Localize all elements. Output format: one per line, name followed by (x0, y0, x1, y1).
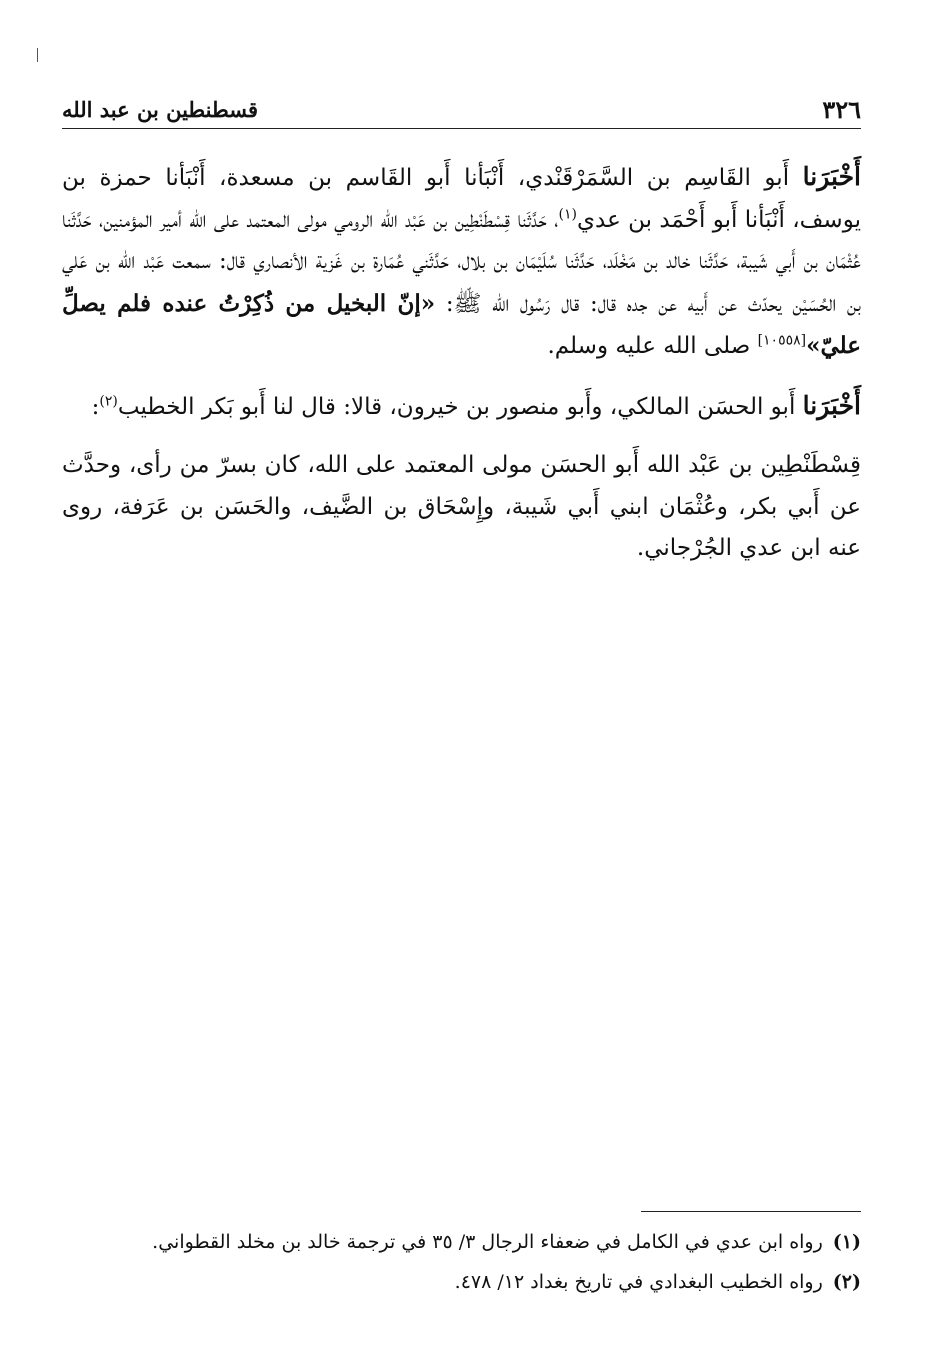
footnote-1 (62, 1222, 861, 1262)
paragraph-hadith (62, 156, 861, 368)
footnote-number: (٢) (832, 1271, 861, 1293)
hadith-quote: «إنّ البخيل من ذُكِرْتُ عنده فلم يصلِّ عليّ» (62, 289, 861, 359)
keyword-akhbarana: أَخْبَرَنا (802, 162, 861, 191)
footnote-ref-1: (١) (558, 205, 578, 222)
text-segment: أَبو القَاسِم بن السَّمَرْقَنْدي، أَنْبَأنا أَبو القَاسم بن مسعدة، أَنْبَأنا حمزة بن يوسف، أَنْبَأنا أَبو أَحْمَد بن عدي (62, 165, 861, 233)
footnote-2 (62, 1262, 861, 1302)
main-text (62, 156, 861, 587)
running-title: قسطنطين بن عبد الله (62, 97, 258, 122)
footnote-text: رواه الخطيب البغدادي في تاريخ بغداد ١٢/ ٤٧٨. (454, 1271, 823, 1293)
keyword-akhbarana: أَخْبَرَنا (802, 390, 861, 420)
text-segment: : (91, 393, 100, 420)
paragraph-biography: قِسْطَنْطِين بن عَبْد الله أَبو الحسَن مولى المعتمد على الله، كان بسرّ من رأى، وحدَّث عن أَبي بكر، وعُثْمَان ابني أَبي شَيبة، وإِسْحَاق بن الضَّيف، والحَسَن بن عَرَفة، روى عنه ابن عدي الجُرْجاني. (62, 452, 861, 561)
footnote-number: (١) (832, 1231, 861, 1253)
margin-mark (37, 48, 38, 62)
text-segment: صلى الله عليه وسلم. (547, 333, 758, 359)
text-segment: ، حَدَّثَنا قِسْطَنْطِين بن عَبْد الله الرومي مولى المعتمد على الله أمير المؤمنين، حَدَّثَنا عُثْمَان بن أَبي شَيبة، حَدَّثَنا خالد بن مَخْلَد، حَدَّثَنا سُلَيْمَان بن بلال، حَدَّثَني عُمَارة بن غَزية الأنصاري قال: سمعت عَبْد الله بن عَلي بن الحُسَيْن يحدّث عن أَبيه عن جده قال: قال رَسُول الله ﷺ: (62, 206, 861, 317)
footnote-divider (641, 1211, 861, 1212)
footnote-text: رواه ابن عدي في الكامل في ضعفاء الرجال ٣/ ٣٥ في ترجمة خالد بن مخلد القطواني. (152, 1231, 823, 1253)
footnote-ref-2: (٢) (99, 392, 118, 409)
text-segment: أَبو الحسَن المالكي، وأَبو منصور بن خيرون، قالا: قال لنا أَبو بَكر الخطيب (117, 393, 803, 420)
hadith-reference-number: [١٠٥٥٨] (757, 332, 807, 349)
page-header (62, 88, 861, 129)
paragraph-isnad (62, 385, 861, 429)
footnotes (62, 1222, 861, 1302)
page-number: ٣٢٦ (822, 95, 861, 124)
